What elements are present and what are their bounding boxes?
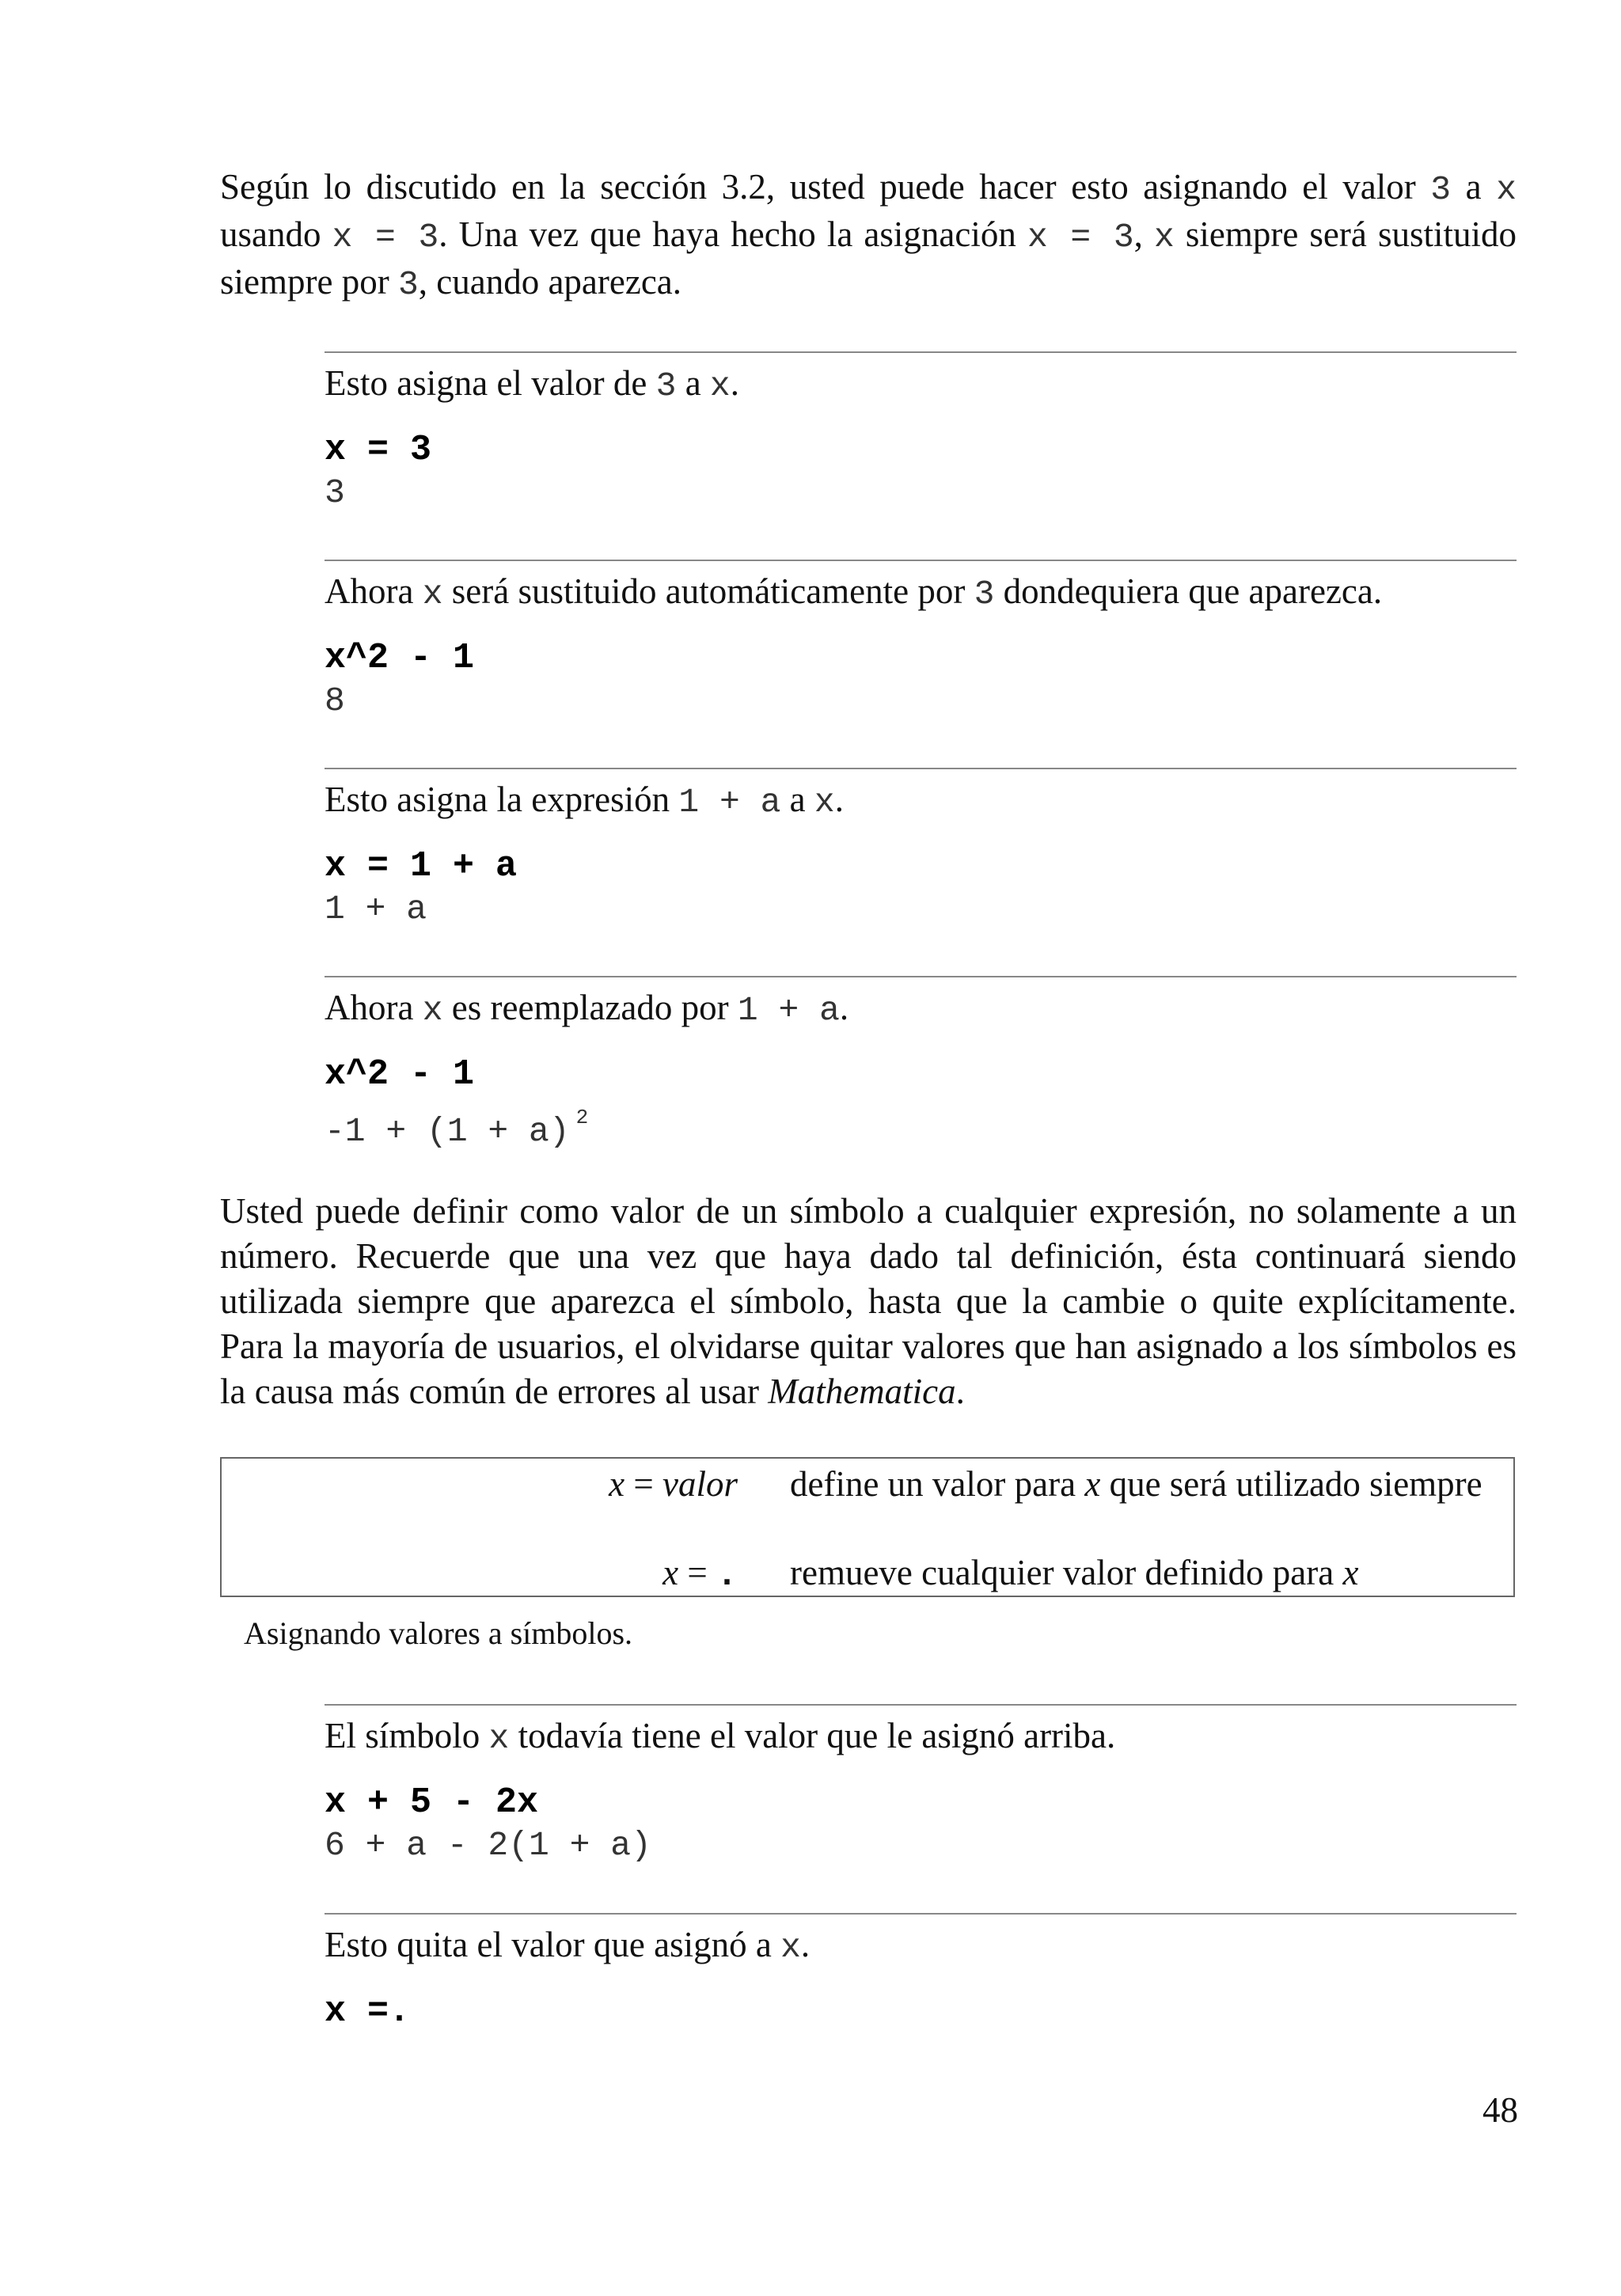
code-inline: x xyxy=(1496,170,1517,209)
cell-output: 3 xyxy=(325,473,345,512)
cell-output: 6 + a - 2(1 + a) xyxy=(325,1826,651,1865)
cell-caption: Esto asigna el valor de 3 a x. xyxy=(325,363,739,405)
cell-input: x^2 - 1 xyxy=(325,638,475,678)
cell-output: 1 + a xyxy=(325,890,427,928)
intro-paragraph xyxy=(220,165,1517,307)
notebook-cell xyxy=(325,560,1517,723)
code-inline: x = 3 xyxy=(1027,218,1134,256)
cell-input: x =. xyxy=(325,1991,411,2032)
table-syntax: x = . xyxy=(662,1553,738,1596)
cell-input: x = 1 + a xyxy=(325,846,518,886)
cell-caption: Esto quita el valor que asignó a x. xyxy=(325,1925,810,1967)
intro-text: , cuando aparezca. xyxy=(418,262,682,302)
cell-output: 8 xyxy=(325,681,345,720)
intro-text: . Una vez que haya hecho la asignación xyxy=(438,214,1027,254)
code-inline: x = 3 xyxy=(332,218,439,256)
notebook-cell xyxy=(325,351,1517,514)
page-number: 48 xyxy=(1482,2090,1518,2130)
intro-text: usando xyxy=(220,214,332,254)
notebook-cell xyxy=(325,976,1517,1153)
intro-text: siempre será sustituido siempre por xyxy=(220,214,1517,302)
cell-caption: Esto asigna la expresión 1 + a a x. xyxy=(325,780,844,822)
notebook-cell xyxy=(325,1704,1517,1867)
table-caption: Asignando valores a símbolos. xyxy=(244,1615,633,1651)
notebook-cell xyxy=(325,768,1517,931)
cell-output: -1 + (1 + a) $^2$ xyxy=(325,1106,589,1151)
code-inline: x xyxy=(1153,218,1175,256)
table-syntax: x = valor xyxy=(609,1464,738,1504)
cell-caption: Ahora x es reemplazado por 1 + a. xyxy=(325,988,849,1030)
code-inline: 3 xyxy=(397,265,419,304)
body-paragraph: Usted puede definir como valor de un símbolo a cualquier expresión, no solamente a un número. Recuerde que una vez que haya dado tal definición, ésta continuará siendo utilizada siempre que aparezca el símbolo, hasta que la cambie o quite explícitamente. Para la mayoría de usuarios, el olvidarse quitar valores que han asignado a los símbolos es la causa más común de errores al usar Mathematica. xyxy=(220,1191,1517,1411)
cell-caption: Ahora x será sustituido automáticamente por 3 dondequiera que aparezca. xyxy=(325,571,1383,613)
notebook-cell xyxy=(325,1913,1517,2033)
exponent: 2 xyxy=(575,1106,589,1129)
cell-input: x^2 - 1 xyxy=(325,1054,475,1095)
intro-text: , xyxy=(1133,214,1154,254)
table-description: define un valor para x que será utilizado siempre xyxy=(790,1464,1482,1504)
cell-caption: El símbolo x todavía tiene el valor que le asignó arriba. xyxy=(325,1716,1116,1758)
cell-input: x + 5 - 2x xyxy=(325,1782,539,1823)
intro-text: Según lo discutido en la sección 3.2, usted puede hacer esto asignando el valor xyxy=(220,167,1431,207)
summary-table xyxy=(220,1457,1515,1597)
cell-input: x = 3 xyxy=(325,430,432,470)
product-name: Mathematica xyxy=(768,1372,956,1411)
code-inline: 3 xyxy=(1430,170,1452,209)
table-description: remueve cualquier valor definido para x xyxy=(790,1553,1359,1592)
intro-text: a xyxy=(1451,167,1497,207)
